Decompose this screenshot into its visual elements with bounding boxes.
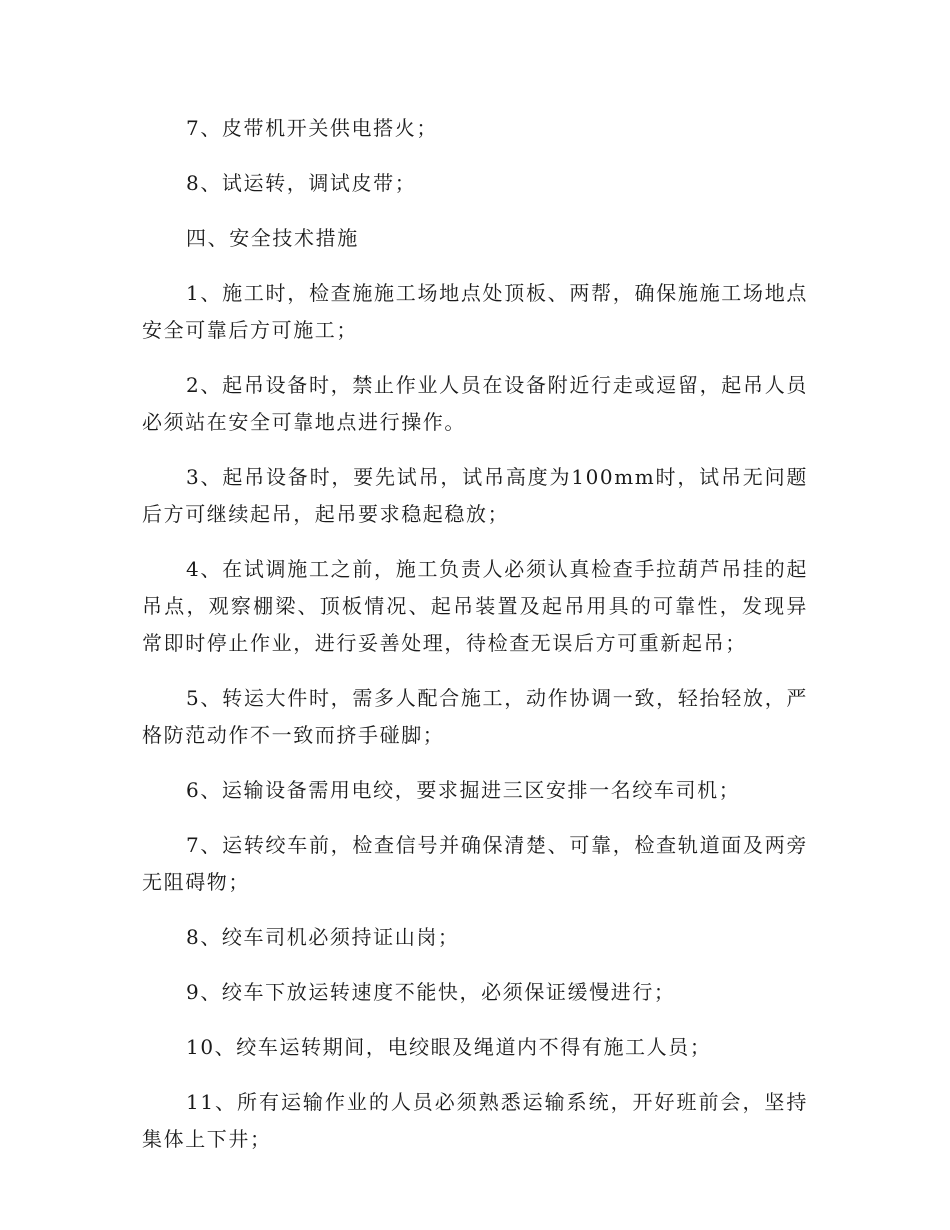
safety-item-8: 8、绞车司机必须持证山岗； [186, 925, 460, 949]
document-body [142, 110, 808, 1176]
safety-item-5: 5、转运大件时，需多人配合施工，动作协调一致，轻抬轻放，严格防范动作不一致而挤手碰脚； [142, 686, 808, 747]
section-heading-safety-measures: 四、安全技术措施 [186, 226, 359, 250]
safety-item-3: 3、起吊设备时，要先试吊，试吊高度为100mm时，试吊无问题后方可继续起吊，起吊要求稳起稳放； [142, 465, 808, 526]
safety-item-1: 1、施工时，检查施施工场地点处顶板、两帮，确保施施工场地点安全可靠后方可施工； [142, 281, 808, 342]
list-item-8-trial-run: 8、试运转，调试皮带； [186, 171, 417, 195]
safety-item-4: 4、在试调施工之前，施工负责人必须认真检查手拉葫芦吊挂的起吊点，观察棚梁、顶板情况、起吊装置及起吊用具的可靠性，发现异常即时停止作业，进行妥善处理，待检查无误后方可重新起吊； [142, 557, 808, 655]
safety-item-7: 7、运转绞车前，检查信号并确保清楚、可靠，检查轨道面及两旁无阻碍物； [142, 833, 808, 894]
list-item-7-belt-power: 7、皮带机开关供电搭火； [186, 116, 438, 140]
safety-item-2: 2、起吊设备时，禁止作业人员在设备附近行走或逗留，起吊人员必须站在安全可靠地点进行操作。 [142, 373, 808, 434]
safety-item-10: 10、绞车运转期间，电绞眼及绳道内不得有施工人员； [186, 1035, 712, 1059]
safety-item-9: 9、绞车下放运转速度不能快，必须保证缓慢进行； [186, 980, 676, 1004]
safety-item-11: 11、所有运输作业的人员必须熟悉运输系统，开好班前会，坚持集体上下井； [142, 1090, 808, 1151]
safety-item-6: 6、运输设备需用电绞，要求掘进三区安排一名绞车司机； [186, 778, 741, 802]
